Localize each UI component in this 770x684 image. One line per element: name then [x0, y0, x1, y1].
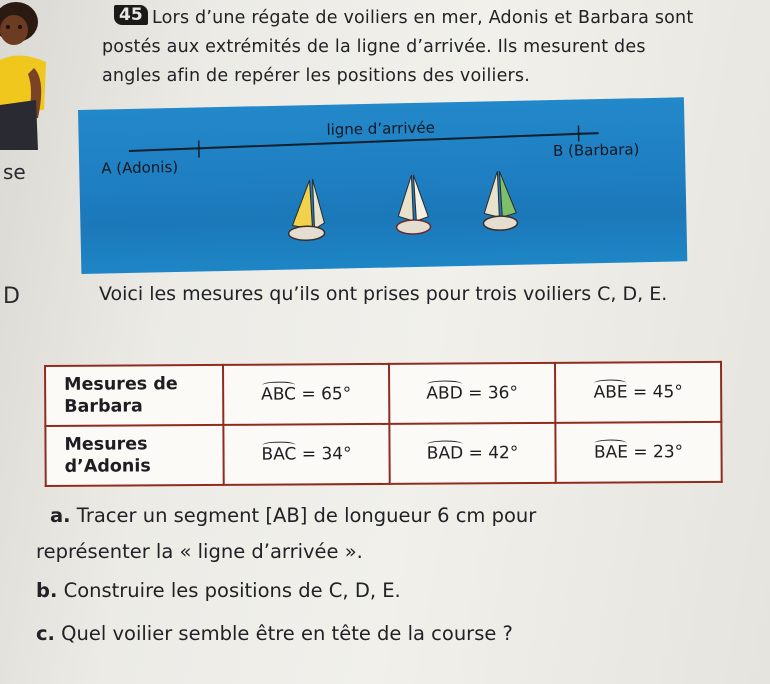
finish-line-label: ligne d’arrivée — [326, 118, 436, 139]
angle-cell — [389, 363, 555, 424]
angle-name: BAE — [593, 442, 629, 463]
question-a-text: Tracer un segment [AB] de longueur 6 cm pour — [76, 504, 537, 527]
angle-value: = 45° — [632, 382, 683, 403]
sailboat-icon — [395, 175, 430, 235]
exercise-statement: Lors d’une régate de voiliers en mer, Adonis et Barbara sont postés aux extrémités de la ligne d’arrivée. Ils mesurent des angles afin de repérer les positions des voiliers. — [102, 8, 694, 86]
angle-cell — [555, 422, 721, 483]
angle-name: ABC — [261, 384, 297, 405]
question-c-letter: c. — [36, 622, 55, 645]
measures-table — [44, 361, 723, 487]
angle-cell — [223, 424, 389, 485]
angle-value: = 65° — [301, 384, 352, 405]
measures-intro: Voici les mesures qu’ils ont prises pour trois voiliers C, D, E. — [99, 283, 668, 305]
question-b — [36, 577, 401, 605]
person-illustration — [0, 0, 52, 150]
angle-cell — [223, 364, 389, 425]
table-row — [45, 422, 721, 486]
question-b-letter: b. — [36, 579, 58, 602]
point-a-label: A (Adonis) — [101, 157, 179, 178]
angle-name: BAC — [261, 444, 297, 465]
angle-value: = 34° — [301, 444, 352, 465]
point-b-label: B (Barbara) — [552, 140, 640, 161]
sailboat-icon — [288, 179, 325, 241]
cropped-margin-letter: D — [3, 284, 20, 309]
question-a-continuation: représenter la « ligne d’arrivée ». — [36, 540, 363, 563]
angle-name: ABE — [593, 382, 628, 403]
cropped-margin-text: se — [3, 160, 26, 184]
table-row — [45, 362, 721, 426]
exercise-number: 45 — [114, 5, 148, 25]
angle-cell — [555, 362, 721, 423]
row-header-barbara: Mesures de Barbara — [45, 365, 223, 426]
angle-name: BAD — [426, 443, 464, 464]
regatta-illustration — [78, 97, 687, 274]
sailboat-icon — [482, 171, 517, 231]
angle-value: = 23° — [633, 442, 684, 463]
question-a — [50, 502, 536, 530]
angle-value: = 42° — [468, 443, 519, 464]
question-a-letter: a. — [50, 504, 71, 527]
question-b-text: Construire les positions de C, D, E. — [63, 579, 401, 602]
angle-value: = 36° — [468, 383, 519, 404]
angle-name: ABD — [426, 383, 463, 404]
row-header-adonis: Mesures d’Adonis — [45, 425, 223, 486]
question-c — [36, 620, 513, 648]
angle-cell — [389, 423, 555, 484]
question-c-text: Quel voilier semble être en tête de la course ? — [61, 622, 513, 645]
